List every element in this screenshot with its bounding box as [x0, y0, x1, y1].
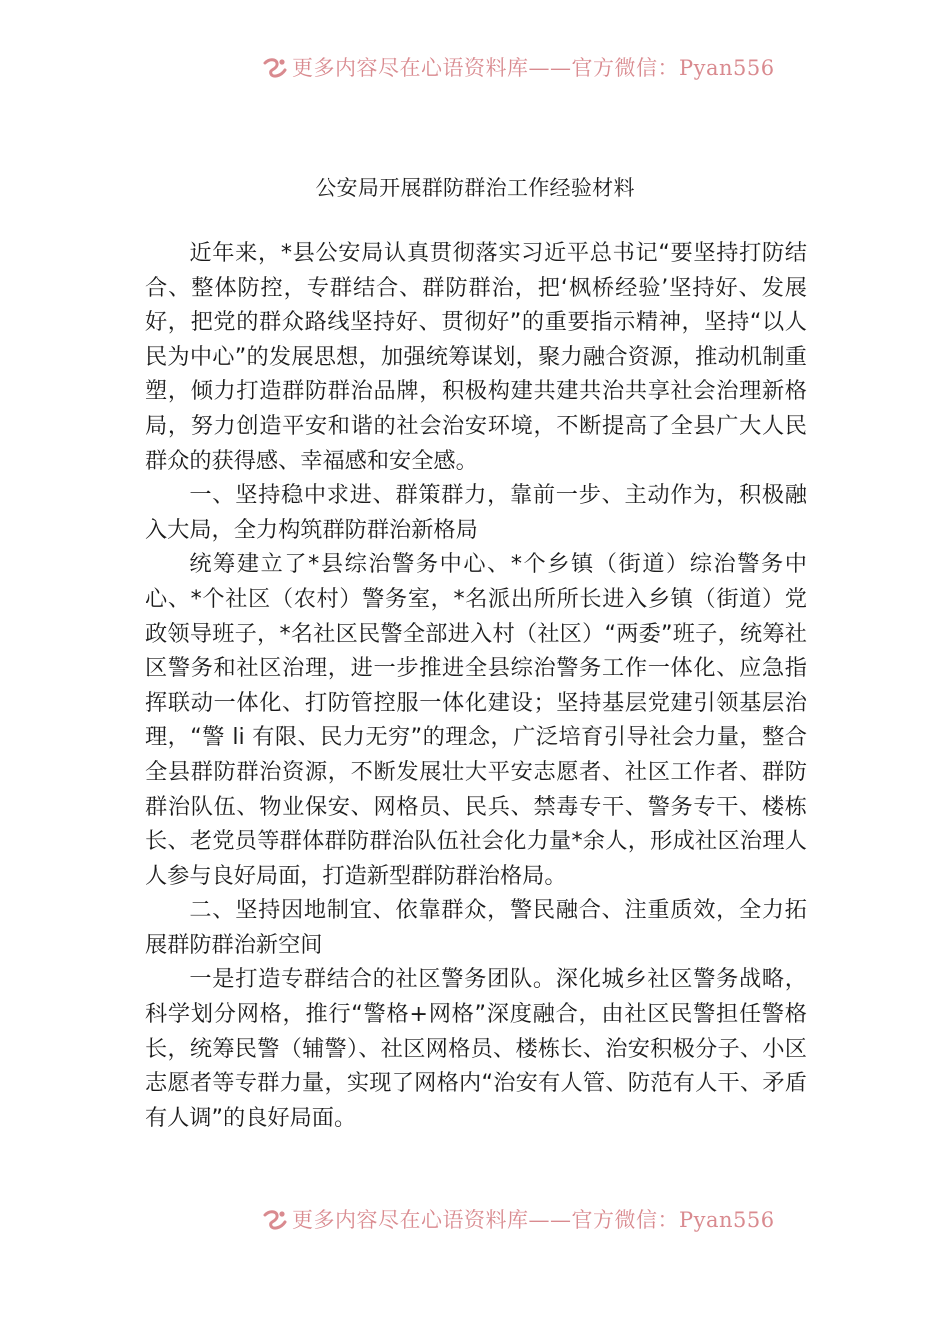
footer-watermark: [0, 1208, 950, 1238]
paragraph-section-1: 统筹建立了*县综治警务中心、*个乡镇（街道）综治警务中心、*个社区（农村）警务室，*名派出所所长进入乡镇（街道）党政领导班子，*名社区民警全部进入村（社区）“两委”班子，统筹社区警务和社区治理，进一步推进全县综治警务工作一体化、应急指挥联动一体化、打防管控服一体化建设；坚持基层党建引领基层治理，“警 li 有限、民力无穷”的理念，广泛培育引导社会力量，整合全县群防群治资源，不断发展壮大平安志愿者、社区工作者、群防群治队伍、物业保安、网格员、民兵、禁毒专干、警务专干、楼栋长、老党员等群体群防群治队伍社会化力量*余人，形成社区治理人人参与良好局面，打造新型群防群治格局。: [145, 551, 807, 889]
section-heading-2: 二、坚持因地制宜、依靠群众，警民融合、注重质效，全力拓展群防群治新空间: [145, 897, 807, 958]
paragraph-section-2: 一是打造专群结合的社区警务团队。深化城乡社区警务战略，科学划分网格，推行“警格+网格”深度融合，由社区民警担任警格长，统筹民警（辅警）、社区网格员、楼栋长、治安积极分子、小区志愿者等专群力量，实现了网格内“治安有人管、防范有人干、矛盾有人调”的良好局面。: [145, 966, 807, 1131]
stylized-logo-icon: [262, 56, 288, 80]
stylized-logo-icon: [262, 1208, 288, 1232]
section-heading-1: 一、坚持稳中求进、群策群力，靠前一步、主动作为，积极融入大局，全力构筑群防群治新格局: [145, 482, 807, 543]
document-body: [145, 236, 807, 1135]
watermark-text: 更多内容尽在心语资料库——官方微信：Pyan556: [292, 56, 775, 80]
document-title: 公安局开展群防群治工作经验材料: [315, 176, 635, 200]
header-watermark: [0, 56, 950, 86]
paragraph-intro: 近年来，*县公安局认真贯彻落实习近平总书记“要坚持打防结合、整体防控，专群结合、群防群治，把‘枫桥经验’坚持好、发展好，把党的群众路线坚持好、贯彻好”的重要指示精神，坚持“以人民为中心”的发展思想，加强统筹谋划，聚力融合资源，推动机制重塑，倾力打造群防群治品牌，积极构建共建共治共享社会治理新格局，努力创造平安和谐的社会治安环境，不断提高了全县广大人民群众的获得感、幸福感和安全感。: [145, 240, 807, 474]
watermark-text: 更多内容尽在心语资料库——官方微信：Pyan556: [292, 1208, 775, 1232]
